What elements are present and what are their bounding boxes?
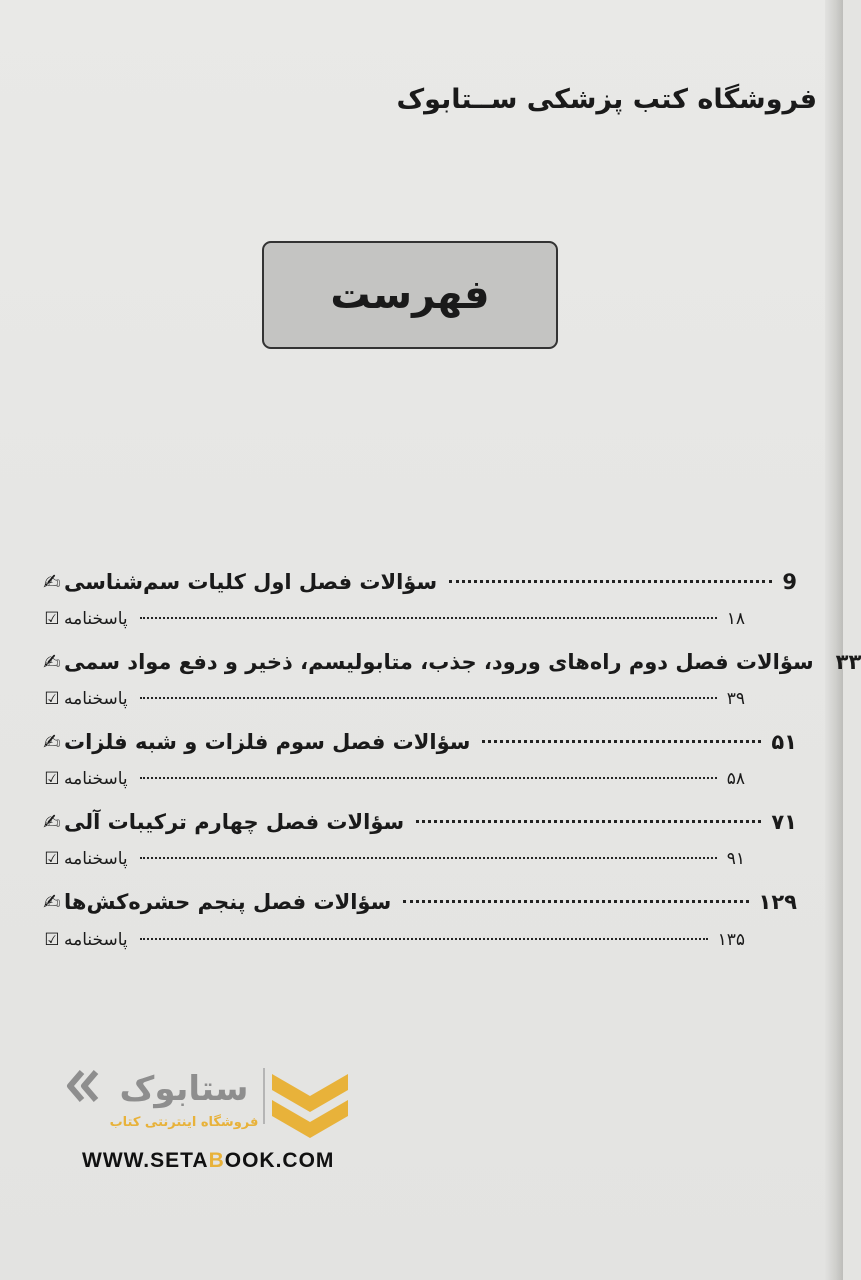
toc-answer-5[interactable] [40, 930, 745, 950]
chapter-title: سؤالات فصل اول کلیات سم‌شناسی [64, 570, 438, 594]
answer-page-number: ۳۹ [726, 689, 745, 709]
website-accent: B [208, 1149, 225, 1172]
chevron-arrows-icon [70, 1072, 96, 1100]
answer-page-number: ۹۱ [726, 849, 745, 869]
book-chevron-icon [272, 1074, 348, 1138]
pen-icon: ✍ [43, 810, 61, 834]
pen-icon: ✍ [43, 730, 61, 754]
chapter-page-number: ۱۲۹ [758, 890, 797, 914]
chapter-page-number: ۷۱ [771, 810, 797, 834]
checkbox-icon: ☑ [44, 609, 60, 629]
pen-icon: ✍ [43, 570, 61, 594]
toc-chapter-3[interactable] [40, 730, 797, 754]
chapter-title: سؤالات فصل دوم راه‌های ورود، جذب، متابولیسم، ذخیر و دفع مواد سمی [64, 650, 814, 674]
answer-label: پاسخنامه [64, 609, 128, 629]
dot-leader [449, 580, 772, 583]
chapter-page-number: ۵۱ [771, 730, 797, 754]
dot-leader [140, 617, 717, 619]
setabook-logo [66, 1062, 356, 1142]
logo-wordmark: ستابوک [119, 1069, 249, 1109]
store-title: فروشگاه کتب پزشکی ســتابوک [396, 84, 817, 115]
dot-leader [482, 740, 761, 743]
toc-answer-3[interactable] [40, 769, 745, 789]
toc-chapter-2[interactable] [40, 650, 861, 674]
answer-page-number: ۱۳۵ [717, 930, 745, 950]
dot-leader [140, 777, 717, 779]
answer-label: پاسخنامه [64, 930, 128, 950]
toc-chapter-5[interactable] [40, 890, 797, 914]
toc-chapter-1[interactable] [40, 570, 797, 594]
dot-leader [140, 938, 708, 940]
chapter-title: سؤالات فصل پنجم حشره‌کش‌ها [64, 890, 392, 914]
checkbox-icon: ☑ [44, 930, 60, 950]
page-edge-shadow [825, 0, 843, 1280]
dot-leader [140, 857, 717, 859]
answer-label: پاسخنامه [64, 849, 128, 869]
pen-icon: ✍ [43, 650, 61, 674]
logo-tagline: فروشگاه اینترنتی کتاب [109, 1115, 259, 1130]
dot-leader [140, 697, 717, 699]
toc-heading-box [262, 241, 558, 349]
toc-answer-4[interactable] [40, 849, 745, 869]
dot-leader [416, 820, 761, 823]
checkbox-icon: ☑ [44, 689, 60, 709]
dot-leader [403, 900, 748, 903]
answer-page-number: ۵۸ [726, 769, 745, 789]
answer-label: پاسخنامه [64, 769, 128, 789]
toc-chapter-4[interactable] [40, 810, 797, 834]
website-url[interactable] [82, 1149, 334, 1173]
checkbox-icon: ☑ [44, 769, 60, 789]
toc-answer-2[interactable] [40, 689, 745, 709]
checkbox-icon: ☑ [44, 849, 60, 869]
pen-icon: ✍ [43, 890, 61, 914]
website-suffix: OOK.COM [224, 1149, 335, 1172]
toc-answer-1[interactable] [40, 609, 745, 629]
answer-label: پاسخنامه [64, 689, 128, 709]
toc-heading: فهرست [330, 272, 490, 318]
chapter-page-number: 9 [782, 570, 797, 594]
logo-divider [263, 1068, 265, 1124]
chapter-page-number: ۳۳ [835, 650, 861, 674]
answer-page-number: ۱۸ [726, 609, 745, 629]
website-prefix: WWW.SETA [82, 1149, 209, 1172]
chapter-title: سؤالات فصل سوم فلزات و شبه فلزات [64, 730, 471, 754]
chapter-title: سؤالات فصل چهارم ترکیبات آلی [64, 810, 405, 834]
